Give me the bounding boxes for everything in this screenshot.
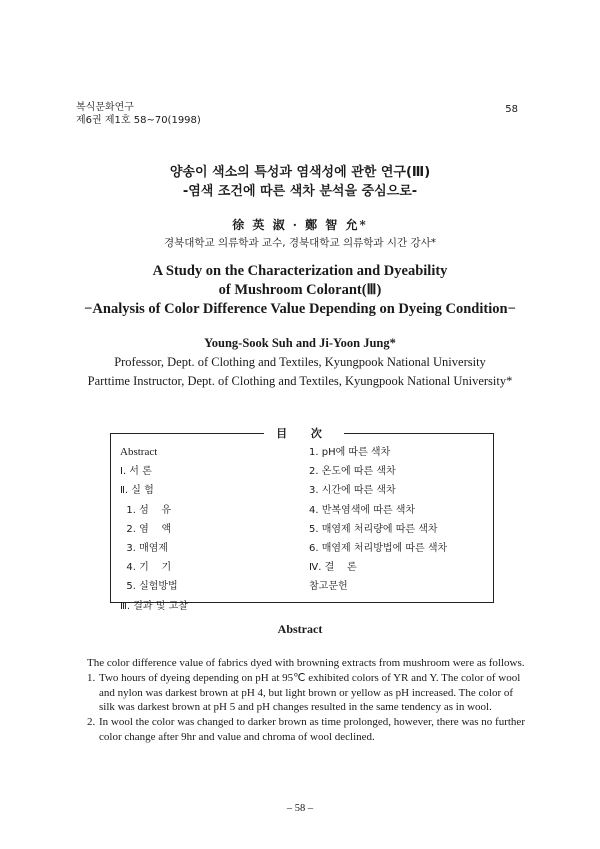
authors-english: Young-Sook Suh and Ji-Yoon Jung* (204, 336, 396, 350)
toc-item: 2. 온도에 따른 색차 (309, 466, 396, 478)
korean-title-line1: 양송이 색소의 특성과 염색성에 관한 연구(Ⅲ) (169, 165, 431, 180)
korean-title-line2: -염색 조건에 따른 색차 분석을 중심으로- (182, 184, 418, 199)
toc-item: 3. 매염제 (120, 543, 169, 555)
abstract-item (87, 715, 527, 745)
page-footer-number: – 58 – (286, 803, 314, 814)
toc-item: 1. pH에 따른 색차 (309, 447, 391, 458)
toc-item: 참고문헌 (309, 581, 348, 593)
toc-right-column (309, 443, 447, 597)
toc-item: 5. 실험방법 (120, 581, 178, 593)
toc-item: 6. 매염제 처리방법에 따른 색차 (309, 543, 448, 555)
abstract-item-text: In wool the color was changed to darker brown as time prolonged, however, there was no further color change after 9hr and value and chroma of wool declined. (99, 716, 525, 743)
toc-item: 3. 시간에 따른 색차 (309, 485, 396, 497)
toc-item: Ⅳ. 결 론 (309, 562, 357, 574)
toc-item: Abstract (120, 446, 158, 458)
abstract-heading: Abstract (277, 622, 323, 636)
toc-item: Ⅰ. 서 론 (120, 466, 152, 478)
page-number-top: 58 (505, 104, 518, 115)
toc-left-column (120, 443, 188, 616)
abstract-list (87, 671, 527, 745)
affiliation-english-line2: Parttime Instructor, Dept. of Clothing and Textiles, Kyungpook National University* (87, 374, 513, 388)
abstract-item (87, 671, 527, 715)
journal-name: 복식문화연구 (76, 102, 134, 113)
abstract-body (87, 656, 527, 745)
journal-header (76, 101, 201, 127)
journal-volume: 제6권 제1호 58~70(1998) (76, 115, 201, 126)
toc-item: Ⅱ. 실 험 (120, 485, 154, 497)
toc-item: 2. 염 액 (120, 523, 172, 535)
toc-item: 5. 매염제 처리량에 따른 색차 (309, 523, 438, 535)
abstract-item-text: Two hours of dyeing depending on pH at 95℃ exhibited colors of YR and Y. The color of wool and nylon was darkest brown at pH 4, but light brown or yellow as pH increased. The color of silk was darkest brown at pH 5 and pH changes resulted in the same tendency as in wool. (99, 671, 521, 714)
english-title-line2: of Mushroom Colorant(Ⅲ) (218, 282, 382, 298)
english-title-line3: −Analysis of Color Difference Value Depending on Dyeing Condition− (84, 301, 516, 317)
toc-item: 4. 기 기 (120, 562, 172, 574)
toc-item: Ⅲ. 결과 및 고찰 (120, 600, 188, 612)
english-title-line1: A Study on the Characterization and Dyeability (152, 263, 448, 279)
authors-hanja: 徐 英 淑 · 鄭 智 允* (232, 218, 368, 232)
abstract-item-number: 2. (87, 716, 96, 729)
abstract-item-number: 1. (87, 671, 96, 684)
toc-title: 目 次 (264, 425, 344, 441)
toc-item: 1. 섬 유 (120, 504, 172, 516)
toc-item: 4. 반복염색에 따른 색차 (309, 504, 416, 516)
affiliation-english-line1: Professor, Dept. of Clothing and Textiles, Kyungpook National University (114, 355, 486, 369)
abstract-intro: The color difference value of fabrics dyed with browning extracts from mushroom were as follows. (87, 657, 525, 669)
affiliation-korean: 경북대학교 의류학과 교수, 경북대학교 의류학과 시간 강사* (163, 237, 437, 249)
